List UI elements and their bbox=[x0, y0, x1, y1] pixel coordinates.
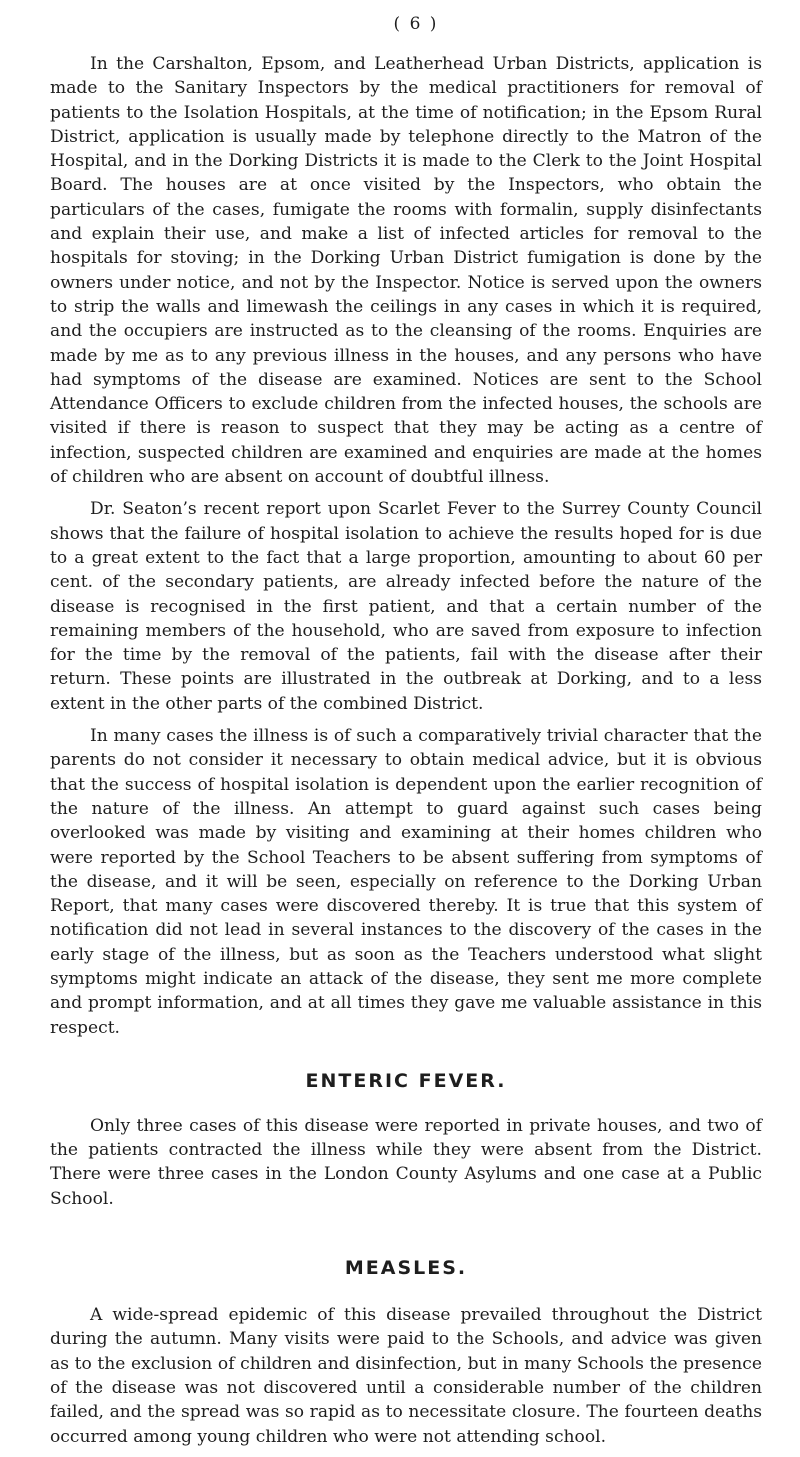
paragraph-isolation-procedure: In the Carshalton, Epsom, and Leatherhead Urban Districts, application is made to the Sanitary Inspectors by the medical practitioners for removal of patients to the Isolation Hospitals, at the time of notification; in the Epsom Rural District, application is usually made by telephone directly to the Matron of the Hospital, and in the Dorking Districts it is made to the Clerk to the Joint Hospital Board. The houses are at once visited by the Inspectors, who obtain the particulars of the cases, fumigate the rooms with formalin, supply disinfectants and explain their use, and make a list of infected articles for removal to the hospitals for stoving; in the Dorking Urban District fumigation is done by the owners under notice, and not by the Inspector. Notice is served upon the owners to strip the walls and limewash the ceilings in any cases in which it is required, and the occupiers are instructed as to the cleansing of the rooms. Enquiries are made by me as to any previous illness in the houses, and any persons who have had symptoms of the disease are examined. Notices are sent to the School Attendance Officers to exclude children from the infected houses, the schools are visited if there is reason to suspect that they may be acting as a centre of infection, suspected children are examined and enquiries are made at the homes of children who are absent on account of doubtful illness. bbox=[50, 54, 762, 488]
paragraph-seaton-report: Dr. Seaton’s recent report upon Scarlet Fever to the Surrey County Council shows that the failure of hospital isolation to achieve the results hoped for is due to a great extent to the fact that a large proportion, amounting to about 60 per cent. of the secondary patients, are already infected before the nature of the disease is recognised in the first patient, and that a certain number of the remaining members of the household, who are saved from exposure to infection for the time by the removal of the patients, fail with the disease after their return. These points are illustrated in the outbreak at Dorking, and to a less extent in the other parts of the combined District. bbox=[50, 499, 762, 714]
section-heading-measles: MEASLES. bbox=[344, 1257, 468, 1280]
paragraph-enteric-fever: Only three cases of this disease were reported in private houses, and two of the patients contracted the illness while they were absent from the District. There were three cases in the London County Asylums and one case at a Public School. bbox=[50, 1115, 762, 1209]
section-heading-enteric-fever: ENTERIC FEVER. bbox=[305, 1069, 507, 1092]
paragraph-early-recognition: In many cases the illness is of such a comparatively trivial character that the parents do not consider it necessary to obtain medical advice, but it is obvious that the success of hospital isolation is dependent upon the earlier recognition of the nature of the illness. An attempt to guard against such cases being overlooked was made by visiting and examining at their homes children who were reported by the School Teachers to be absent suffering from symptoms of the disease, and it will be seen, especially on reference to the Dorking Urban Report, that many cases were discovered thereby. It is true that this system of notification did not lead in several instances to the discovery of the cases in the early stage of the illness, but as soon as the Teachers understood what slight symptoms might indicate an attack of the disease, they sent me more complete and prompt information, and at all times they gave me valuable assistance in this respect. bbox=[50, 726, 762, 1038]
document-page bbox=[50, 14, 762, 1457]
paragraph-measles: A wide-spread epidemic of this disease prevailed throughout the District during the autumn. Many visits were paid to the Schools, and advice was given as to the exclusion of children and disinfection, but in many Schools the presence of the disease was not discovered until a considerable number of the children failed, and the spread was so rapid as to necessitate closure. The fourteen deaths occurred among young children who were not attending school. bbox=[50, 1305, 762, 1447]
page-number: ( 6 ) bbox=[393, 14, 439, 34]
